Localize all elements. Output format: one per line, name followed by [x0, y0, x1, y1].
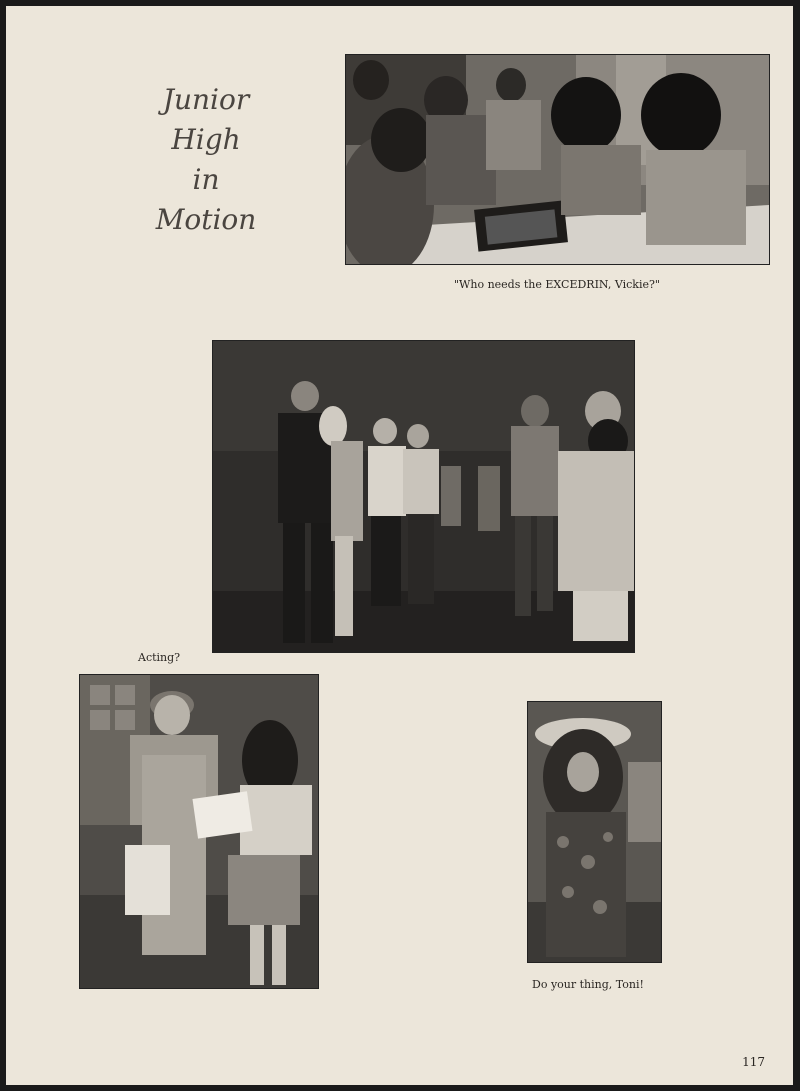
heading-line-2: High	[171, 123, 241, 156]
photo-board-game-image	[346, 55, 769, 264]
photo-acting-image	[80, 675, 318, 988]
page-number: 117	[742, 1055, 765, 1069]
heading-line-4: Motion	[155, 203, 257, 236]
heading-line-3: in	[192, 163, 220, 196]
photo-dancing	[212, 340, 635, 653]
caption-toni: Do your thing, Toni!	[532, 978, 644, 991]
photo-acting	[79, 674, 319, 989]
caption-board-game: "Who needs the EXCEDRIN, Vickie?"	[454, 278, 660, 291]
page-heading	[146, 80, 266, 240]
yearbook-page	[6, 6, 793, 1085]
photo-board-game	[345, 54, 770, 265]
photo-toni	[527, 701, 662, 963]
photo-dancing-image	[213, 341, 634, 652]
heading-line-1: Junior	[162, 83, 250, 116]
caption-dancing: Acting?	[138, 651, 181, 664]
photo-toni-image	[528, 702, 661, 962]
